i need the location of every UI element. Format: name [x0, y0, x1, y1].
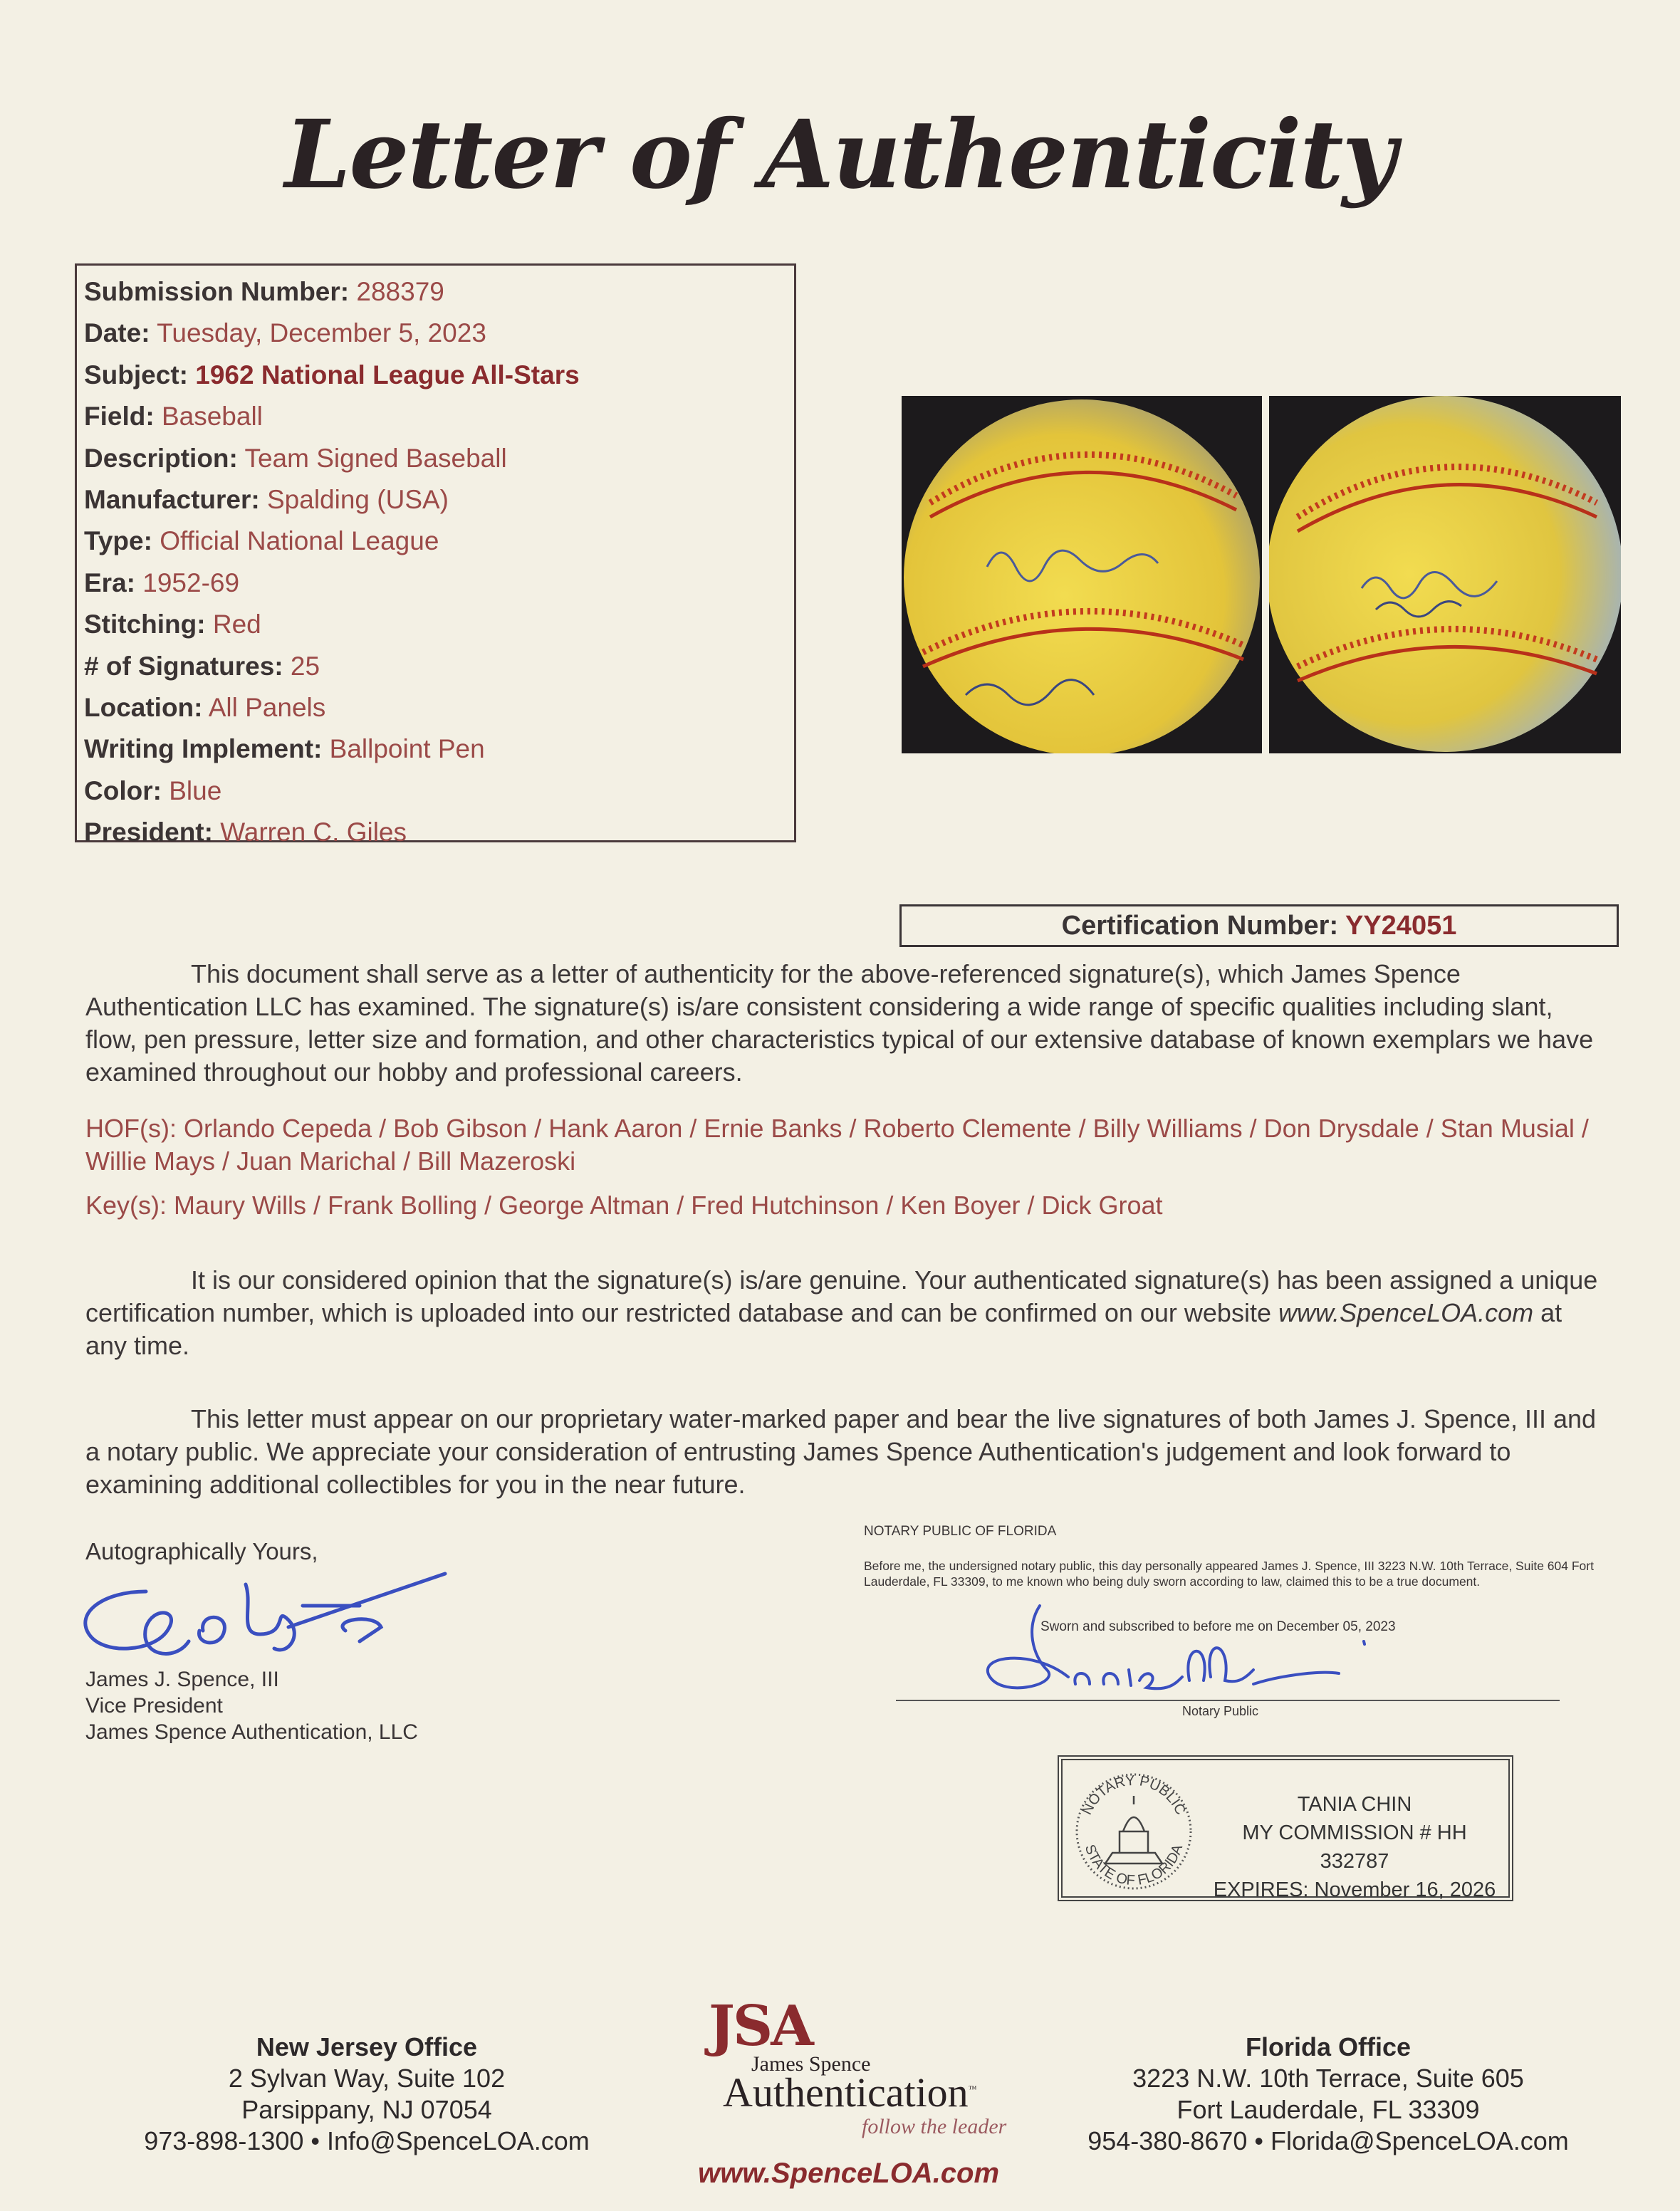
svg-text:STATE OF FLORIDA: STATE OF FLORIDA — [1081, 1842, 1186, 1889]
nj-contact: 973-898-1300 • Info@SpenceLOA.com — [144, 2126, 590, 2155]
info-row — [84, 728, 794, 770]
info-value: Official National League — [160, 526, 439, 556]
nj-address-line1: 2 Sylvan Way, Suite 102 — [228, 2064, 506, 2093]
info-label: Subject: — [84, 360, 188, 390]
info-row — [84, 521, 794, 562]
info-label: Era: — [84, 568, 135, 597]
authenticity-paragraph — [85, 958, 1609, 1089]
info-value: Spalding (USA) — [266, 484, 449, 514]
jsa-logo — [680, 1994, 1022, 2200]
nj-address-line2: Parsippany, NJ 07054 — [241, 2095, 492, 2124]
notary-signature — [947, 1599, 1460, 1713]
svg-text:NOTARY PUBLIC: NOTARY PUBLIC — [1079, 1772, 1189, 1818]
paragraph-text: This document shall serve as a letter of authenticity for the above-referenced signature(s), which James Spence Authentication LLC has examined. The signature(s) is/are consistent considering a wide range of specific qualities including slant, flow, pen pressure, letter size and formation, and other characteristics typical of our extensive database of known exemplars we have examined throughout our hobby and professional careers. — [85, 959, 1594, 1087]
info-row — [84, 646, 794, 687]
baseball-photo-front — [902, 396, 1262, 753]
info-value: Warren C. Giles — [220, 817, 407, 847]
info-label: # of Signatures: — [84, 651, 283, 681]
info-label: Submission Number: — [84, 277, 350, 306]
hof-signatures: HOF(s): Orlando Cepeda / Bob Gibson / Hank Aaron / Ernie Banks / Roberto Clemente / Billy Williams / Don Drysdale / Stan Musial / Willie Mays / Juan Marichal / Bill Mazeroski — [85, 1114, 1589, 1176]
info-row — [84, 604, 794, 645]
nj-office-heading: New Jersey Office — [256, 2032, 478, 2061]
info-row — [84, 687, 794, 728]
info-value: Baseball — [161, 402, 263, 432]
paragraph-text: This letter must appear on our proprietary water-marked paper and bear the live signatures of both James J. Spence, III and a notary public. We appreciate your consideration of entrusting James Spence Authentication's judgement and look forward to examining additional collectibles for you in the near future. — [85, 1404, 1597, 1499]
info-value: 1962 National League All-Stars — [195, 360, 580, 390]
paper-notice-paragraph — [85, 1403, 1609, 1501]
info-value: Tuesday, December 5, 2023 — [157, 318, 486, 348]
spence-signature — [75, 1563, 474, 1670]
fl-address-line1: 3223 N.W. 10th Terrace, Suite 605 — [1132, 2064, 1524, 2093]
info-value: 1952-69 — [142, 568, 240, 597]
info-label: Manufacturer: — [84, 484, 260, 514]
info-label: Writing Implement: — [84, 734, 323, 764]
logo-tagline: follow the leader — [862, 2115, 1007, 2138]
info-value: 288379 — [356, 277, 444, 306]
info-row — [84, 479, 794, 521]
certification-label: Certification Number: — [1061, 911, 1339, 941]
notary-stamp — [1058, 1755, 1513, 1901]
info-value: Blue — [169, 775, 222, 805]
notary-name: TANIA CHIN — [1297, 1793, 1412, 1816]
certification-number-box — [899, 904, 1619, 947]
info-label: President: — [84, 817, 213, 847]
certification-number: YY24051 — [1345, 911, 1457, 941]
info-row — [84, 812, 794, 853]
info-value: All Panels — [208, 692, 326, 722]
fl-office-heading: Florida Office — [1245, 2032, 1412, 2061]
florida-seal-icon — [1070, 1767, 1198, 1892]
paragraph-text: at any time. — [85, 1298, 1562, 1360]
notary-public-label: Notary Public — [1182, 1704, 1259, 1718]
info-row — [84, 770, 794, 812]
info-label: Date: — [84, 318, 150, 348]
logo-james-spence: James Spence — [751, 2052, 871, 2076]
fl-contact: 954-380-8670 • Florida@SpenceLOA.com — [1087, 2126, 1569, 2155]
footer-website-link[interactable]: www.SpenceLOA.com — [698, 2158, 1000, 2189]
info-row — [84, 438, 794, 479]
notary-heading: NOTARY PUBLIC OF FLORIDA — [864, 1524, 1057, 1539]
notary-commission: MY COMMISSION # HH 332787 — [1242, 1821, 1467, 1873]
info-row — [84, 563, 794, 604]
info-label: Color: — [84, 775, 162, 805]
page-title: Letter of Authenticity — [284, 100, 1396, 210]
info-label: Location: — [84, 692, 203, 722]
info-label: Type: — [84, 526, 152, 556]
notary-expires: EXPIRES: November 16, 2026 — [1213, 1878, 1496, 1901]
logo-authentication: Authentication™ — [723, 2069, 977, 2116]
info-row — [84, 313, 794, 354]
signer-company: James Spence Authentication, LLC — [85, 1720, 418, 1744]
info-label: Stitching: — [84, 610, 206, 639]
info-row — [84, 271, 794, 313]
closing: Autographically Yours, — [85, 1538, 318, 1564]
signer-name: James J. Spence, III — [85, 1668, 279, 1691]
key-signatures: Key(s): Maury Wills / Frank Bolling / George Altman / Fred Hutchinson / Ken Boyer / Dick Groat — [85, 1191, 1163, 1220]
baseball-photo-back — [1269, 396, 1621, 753]
jsa-logo-mark: JSA — [709, 1994, 812, 2059]
info-value: Red — [212, 610, 261, 639]
signer-title: Vice President — [85, 1694, 223, 1718]
submission-info-box — [75, 263, 796, 847]
notary-body: Before me, the undersigned notary public, this day personally appeared James J. Spence, III 3223 N.W. 10th Terrace, Suite 604 Fort Lauderdale, FL 33309, to me known who being duly sworn according to law, claimed this to be a true document. — [864, 1559, 1594, 1589]
info-label: Description: — [84, 443, 238, 473]
info-value: Team Signed Baseball — [244, 443, 507, 473]
info-row — [84, 355, 794, 396]
paragraph-text: It is our considered opinion that the signature(s) is/are genuine. Your authenticated signature(s) has been assigned a unique certification number, which is uploaded into our restricted database and can be confirmed on our website — [85, 1265, 1598, 1327]
notary-signature-line — [896, 1700, 1560, 1701]
website-link[interactable]: www.SpenceLOA.com — [1278, 1298, 1534, 1327]
opinion-paragraph — [85, 1264, 1609, 1362]
nj-office — [118, 2032, 616, 2157]
info-row — [84, 396, 794, 437]
notary-sworn-date: Sworn and subscribed to before me on December 05, 2023 — [1040, 1619, 1396, 1634]
info-label: Field: — [84, 402, 155, 432]
fl-office — [1079, 2032, 1577, 2157]
info-value: 25 — [290, 651, 320, 681]
info-value: Ballpoint Pen — [329, 734, 485, 764]
fl-address-line2: Fort Lauderdale, FL 33309 — [1176, 2095, 1480, 2124]
